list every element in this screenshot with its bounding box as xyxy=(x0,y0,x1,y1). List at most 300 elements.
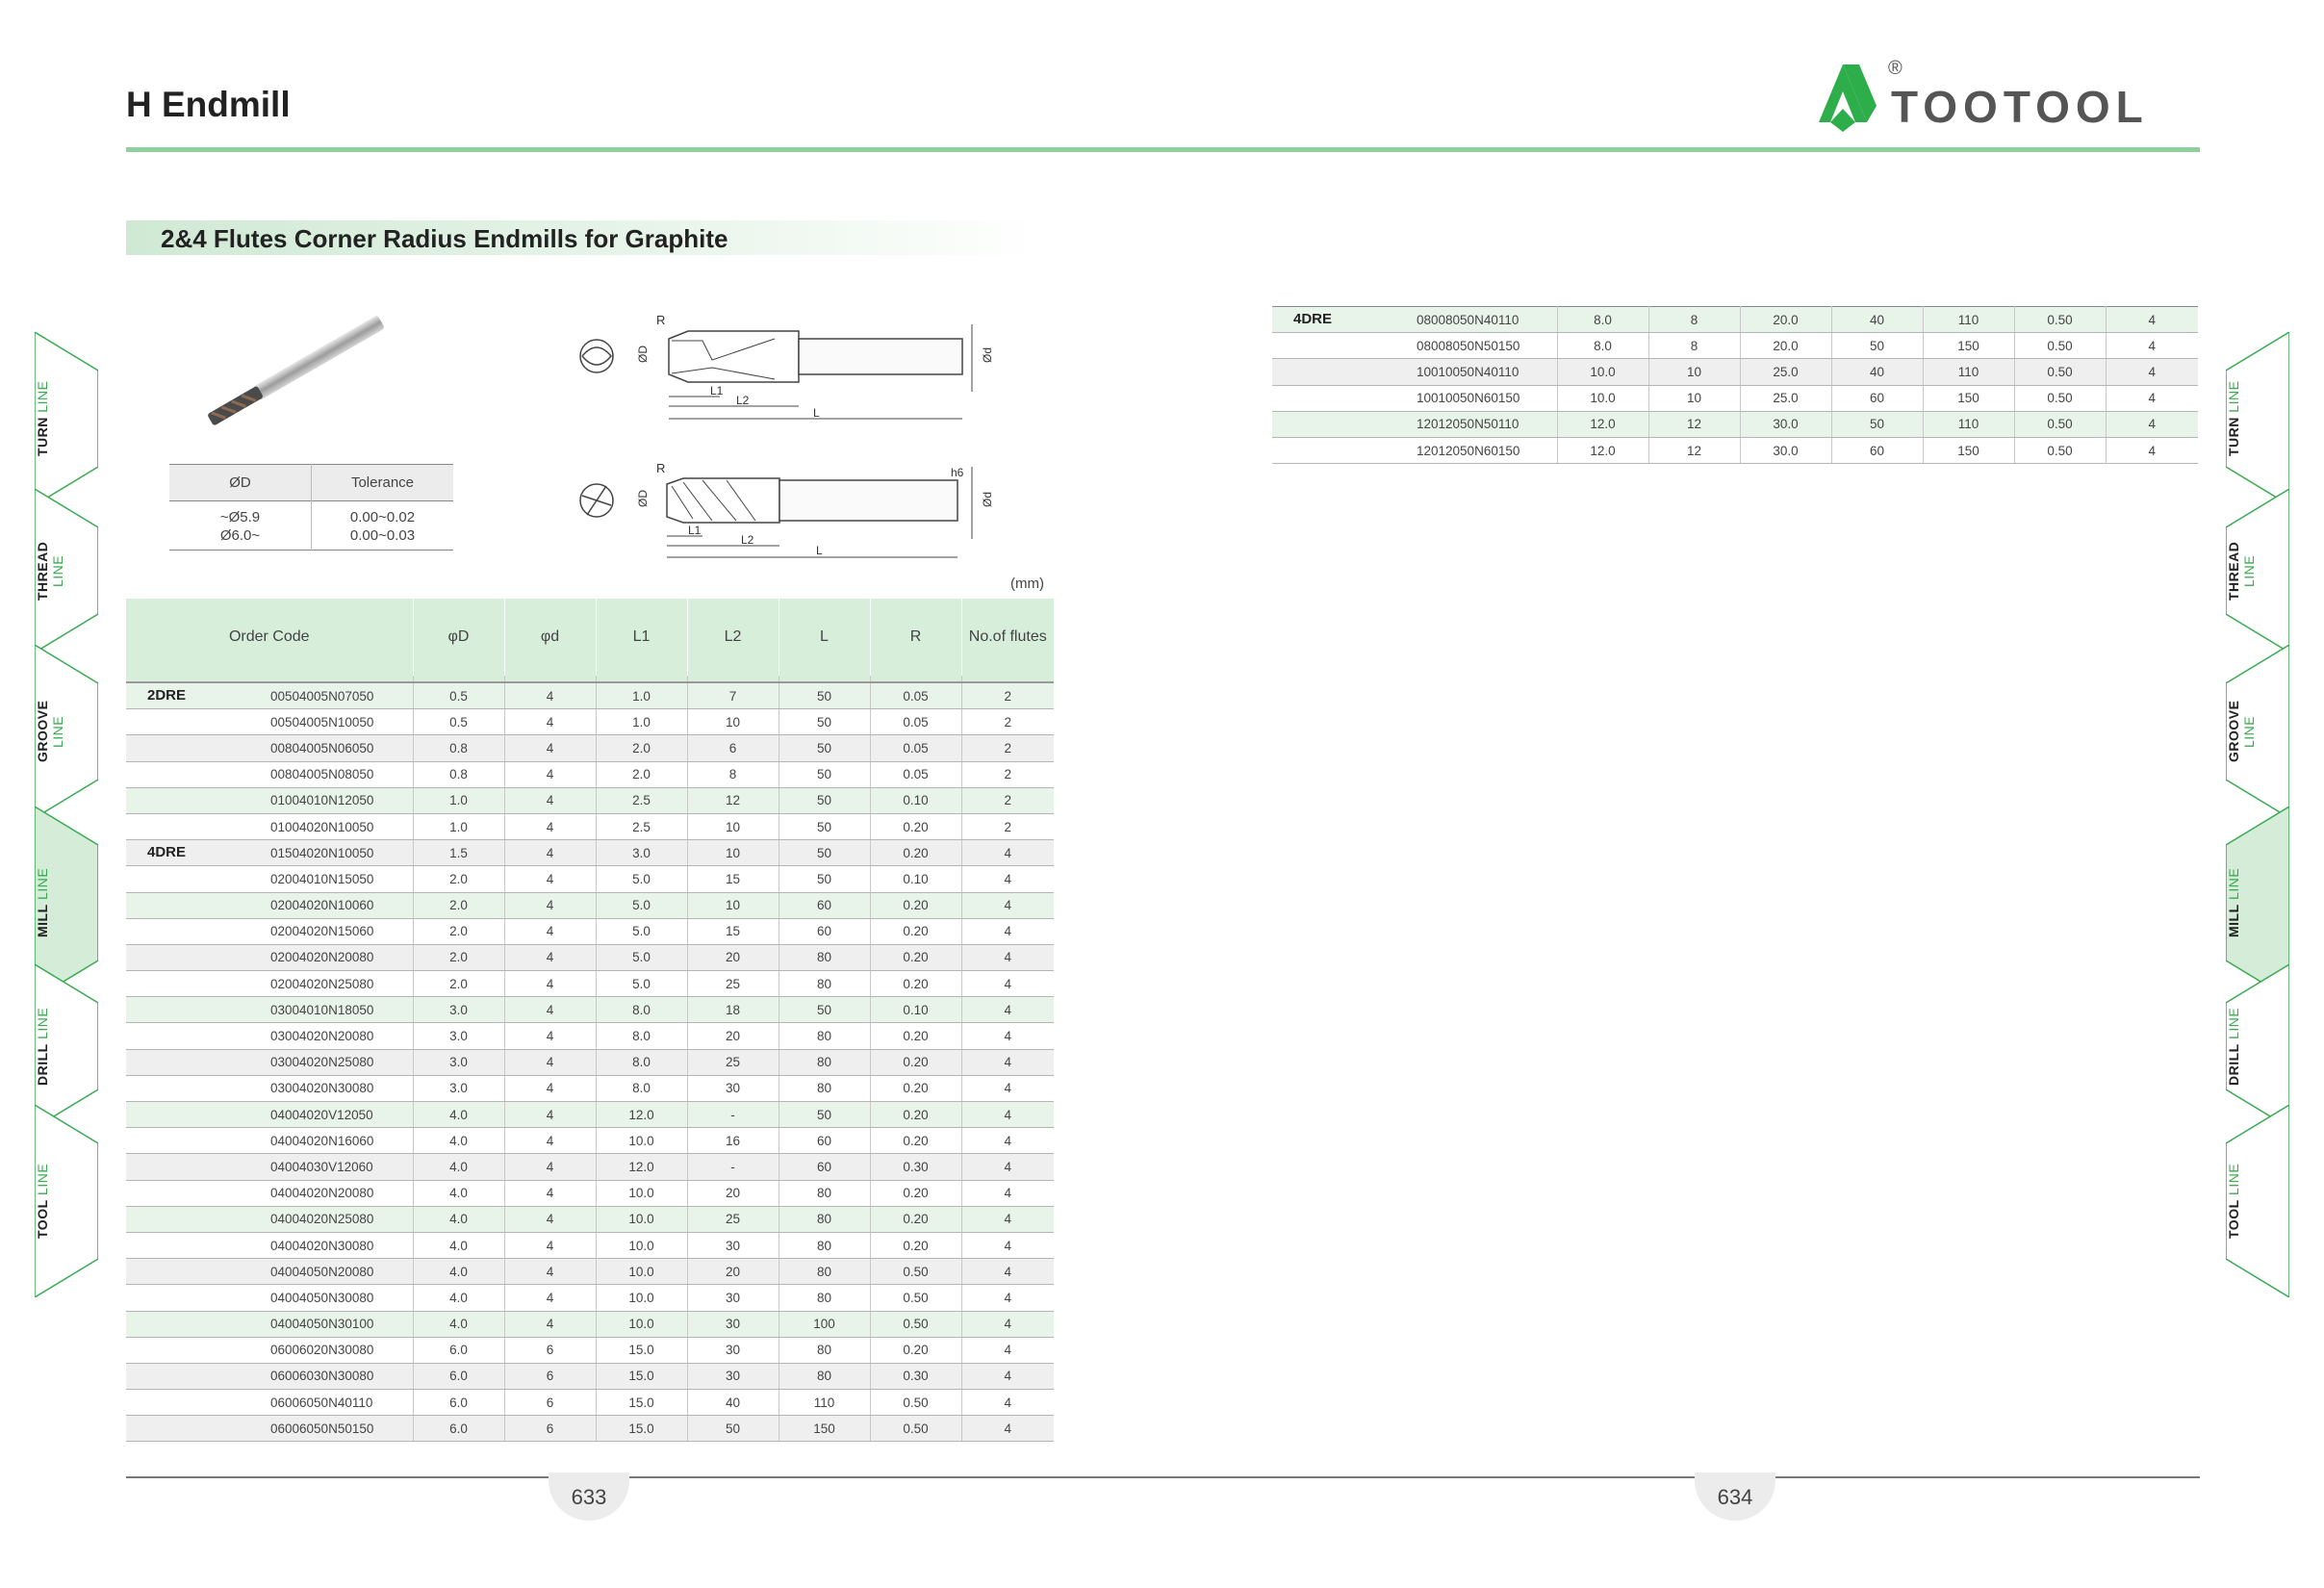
cell-R: 0.50 xyxy=(870,1416,961,1442)
cell-R: 0.50 xyxy=(2014,437,2106,463)
label-od: ØD xyxy=(636,346,650,363)
cell-n: 4 xyxy=(961,944,1054,970)
cell-n: 4 xyxy=(961,840,1054,866)
cell-L1: 3.0 xyxy=(596,840,687,866)
cell-L1: 10.0 xyxy=(596,1180,687,1206)
cell-R: 0.20 xyxy=(870,1337,961,1363)
cell-n: 4 xyxy=(961,997,1054,1023)
table-row xyxy=(126,1285,1054,1311)
cell-L: 150 xyxy=(1923,333,2014,359)
table-row xyxy=(126,840,1054,866)
side-tab-label: TURN LINE xyxy=(2226,380,2241,457)
cell-n: 4 xyxy=(2106,411,2198,437)
tol-header-od: ØD xyxy=(169,465,312,501)
page-title: H Endmill xyxy=(126,85,291,124)
cell-L2: 25 xyxy=(687,1049,779,1075)
cell-d: 12 xyxy=(1648,411,1740,437)
tol-cell: Ø6.0~ xyxy=(169,526,312,551)
col-r: R xyxy=(870,599,961,676)
cell-L2: 30 xyxy=(687,1075,779,1101)
cell-D: 0.5 xyxy=(413,682,504,709)
cell-D: 4.0 xyxy=(413,1128,504,1154)
cell-D: 4.0 xyxy=(413,1311,504,1337)
cell-L: 80 xyxy=(779,944,870,970)
order-code-cell: 03004010N18050 xyxy=(126,997,413,1023)
cell-D: 4.0 xyxy=(413,1180,504,1206)
section-title: 2&4 Flutes Corner Radius Endmills for Graphite xyxy=(161,224,728,253)
cell-L: 50 xyxy=(779,761,870,787)
cell-D: 12.0 xyxy=(1557,411,1648,437)
cell-D: 3.0 xyxy=(413,1023,504,1049)
table-row xyxy=(126,1154,1054,1180)
cell-D: 3.0 xyxy=(413,997,504,1023)
label-odsmall2: Ød xyxy=(981,491,994,507)
side-tab-label: DRILL LINE xyxy=(35,1007,50,1086)
order-code-cell: 2DRE 00504005N07050 xyxy=(126,682,413,709)
col-l: L xyxy=(779,599,870,676)
cell-n: 4 xyxy=(961,1023,1054,1049)
cell-n: 4 xyxy=(2106,437,2198,463)
side-tab-thread[interactable] xyxy=(2226,489,2289,653)
cell-L2: 20 xyxy=(687,1259,779,1285)
table-row xyxy=(126,1023,1054,1049)
cell-R: 0.50 xyxy=(870,1285,961,1311)
cell-n: 4 xyxy=(961,971,1054,997)
cell-d: 4 xyxy=(504,1259,596,1285)
spec-table-right xyxy=(1272,306,2198,464)
family-label: 4DRE xyxy=(147,844,187,861)
label-l1: L1 xyxy=(710,384,724,397)
cell-L1: 20.0 xyxy=(1740,307,1831,333)
cell-L1: 15.0 xyxy=(596,1416,687,1442)
cell-d: 4 xyxy=(504,1128,596,1154)
cell-D: 0.8 xyxy=(413,761,504,787)
cell-R: 0.20 xyxy=(870,892,961,918)
col-l2: L2 xyxy=(687,599,779,676)
cell-d: 4 xyxy=(504,813,596,839)
order-code-cell: 08008050N50150 xyxy=(1272,333,1557,359)
cell-D: 1.5 xyxy=(413,840,504,866)
side-tab-tool[interactable] xyxy=(35,1105,98,1297)
cell-R: 0.50 xyxy=(2014,307,2106,333)
cell-L1: 10.0 xyxy=(596,1232,687,1258)
cell-R: 0.20 xyxy=(870,1102,961,1128)
cell-D: 4.0 xyxy=(413,1232,504,1258)
cell-L2: 20 xyxy=(687,1023,779,1049)
table-row xyxy=(126,1311,1054,1337)
family-label: 2DRE xyxy=(147,687,187,704)
cell-L: 80 xyxy=(779,1259,870,1285)
cell-L: 80 xyxy=(779,1337,870,1363)
drawing-2-flute xyxy=(568,310,1010,425)
cell-d: 4 xyxy=(504,997,596,1023)
table-row xyxy=(126,1206,1054,1232)
side-tab-tool[interactable] xyxy=(2226,1105,2289,1297)
tolerance-table xyxy=(169,464,453,551)
table-row xyxy=(126,971,1054,997)
order-code-cell: 03004020N20080 xyxy=(126,1023,413,1049)
cell-R: 0.50 xyxy=(870,1259,961,1285)
cell-n: 4 xyxy=(961,1285,1054,1311)
cell-d: 4 xyxy=(504,761,596,787)
cell-n: 4 xyxy=(961,1075,1054,1101)
order-code-cell: 06006020N30080 xyxy=(126,1337,413,1363)
order-code-cell: 04004050N20080 xyxy=(126,1259,413,1285)
order-code-cell: 04004020N20080 xyxy=(126,1180,413,1206)
cell-L1: 2.5 xyxy=(596,813,687,839)
cell-n: 4 xyxy=(2106,359,2198,385)
order-code-cell: 04004020N16060 xyxy=(126,1128,413,1154)
cell-L1: 8.0 xyxy=(596,997,687,1023)
order-code-cell: 02004010N15050 xyxy=(126,866,413,892)
cell-L: 80 xyxy=(779,1206,870,1232)
label-l2-2: L2 xyxy=(741,533,754,547)
cell-L2: 12 xyxy=(687,787,779,813)
cell-L: 50 xyxy=(779,813,870,839)
cell-L: 80 xyxy=(779,1075,870,1101)
cell-n: 4 xyxy=(961,1102,1054,1128)
cell-D: 4.0 xyxy=(413,1206,504,1232)
cell-R: 0.20 xyxy=(870,1206,961,1232)
endmill-photo xyxy=(192,308,404,433)
side-tab-label: THREAD LINE xyxy=(2226,541,2257,601)
cell-d: 12 xyxy=(1648,437,1740,463)
table-row xyxy=(126,709,1054,735)
order-code-cell: 00804005N06050 xyxy=(126,735,413,761)
table-row xyxy=(126,787,1054,813)
cell-n: 4 xyxy=(2106,307,2198,333)
cell-L: 50 xyxy=(779,735,870,761)
cell-n: 4 xyxy=(961,892,1054,918)
order-code-cell: 01004010N12050 xyxy=(126,787,413,813)
cell-R: 0.10 xyxy=(870,866,961,892)
cell-n: 4 xyxy=(961,1390,1054,1416)
cell-L: 50 xyxy=(779,709,870,735)
cell-d: 4 xyxy=(504,866,596,892)
cell-D: 2.0 xyxy=(413,918,504,944)
side-tab-groove[interactable] xyxy=(35,645,98,818)
cell-D: 4.0 xyxy=(413,1154,504,1180)
cell-n: 4 xyxy=(961,1206,1054,1232)
tol-cell: 0.00~0.02 xyxy=(349,509,416,525)
cell-D: 4.0 xyxy=(413,1259,504,1285)
cell-d: 4 xyxy=(504,971,596,997)
cell-D: 2.0 xyxy=(413,866,504,892)
cell-R: 0.20 xyxy=(870,971,961,997)
tol-cell: ~Ø5.9 xyxy=(169,501,312,527)
cell-L2: 30 xyxy=(687,1337,779,1363)
cell-R: 0.20 xyxy=(870,813,961,839)
cell-d: 4 xyxy=(504,892,596,918)
label-h6: h6 xyxy=(951,466,964,479)
table-row xyxy=(126,813,1054,839)
cell-d: 4 xyxy=(504,735,596,761)
side-tab-thread[interactable] xyxy=(35,489,98,653)
col-l1: L1 xyxy=(596,599,687,676)
table-row xyxy=(126,918,1054,944)
cell-L2: 25 xyxy=(687,1206,779,1232)
cell-D: 1.0 xyxy=(413,813,504,839)
unit-label: (mm) xyxy=(1010,576,1044,592)
label-r: R xyxy=(656,313,666,327)
side-tab-label: TURN LINE xyxy=(35,380,50,457)
cell-n: 2 xyxy=(961,709,1054,735)
cell-d: 4 xyxy=(504,840,596,866)
order-code-cell: 04004050N30100 xyxy=(126,1311,413,1337)
cell-L2: 16 xyxy=(687,1128,779,1154)
cell-R: 0.50 xyxy=(2014,359,2106,385)
cell-L1: 15.0 xyxy=(596,1390,687,1416)
order-code-cell: 00504005N10050 xyxy=(126,709,413,735)
table-row xyxy=(126,761,1054,787)
cell-R: 0.20 xyxy=(870,1023,961,1049)
order-code-cell: 4DRE 01504020N10050 xyxy=(126,840,413,866)
cell-n: 4 xyxy=(961,1128,1054,1154)
cell-R: 0.20 xyxy=(870,944,961,970)
cell-D: 12.0 xyxy=(1557,437,1648,463)
cell-L2: 18 xyxy=(687,997,779,1023)
cell-L: 80 xyxy=(779,1285,870,1311)
table-row xyxy=(126,997,1054,1023)
side-tab-turn[interactable] xyxy=(2226,332,2289,505)
cell-L: 80 xyxy=(779,1363,870,1389)
cell-D: 3.0 xyxy=(413,1075,504,1101)
cell-L1: 20.0 xyxy=(1740,333,1831,359)
cell-L2: 8 xyxy=(687,761,779,787)
page-number-left: 633 xyxy=(549,1473,629,1521)
cell-L1: 15.0 xyxy=(596,1363,687,1389)
page-number-right: 634 xyxy=(1695,1473,1775,1521)
table-row xyxy=(126,866,1054,892)
cell-n: 2 xyxy=(961,761,1054,787)
cell-L1: 2.0 xyxy=(596,735,687,761)
cell-R: 0.20 xyxy=(870,840,961,866)
order-code-cell: 03004020N30080 xyxy=(126,1075,413,1101)
cell-d: 6 xyxy=(504,1337,596,1363)
cell-L2: 30 xyxy=(687,1363,779,1389)
spec-table-left xyxy=(126,599,1054,1442)
cell-n: 4 xyxy=(961,1259,1054,1285)
table-row xyxy=(126,1363,1054,1389)
cell-L2: 50 xyxy=(1831,333,1923,359)
side-tab-label: GROOVE LINE xyxy=(2226,700,2257,763)
cell-n: 4 xyxy=(2106,333,2198,359)
side-tab-turn[interactable] xyxy=(35,332,98,505)
cell-L: 80 xyxy=(779,1023,870,1049)
cell-L1: 25.0 xyxy=(1740,385,1831,411)
cell-L1: 8.0 xyxy=(596,1023,687,1049)
order-code-cell: 04004020V12050 xyxy=(126,1102,413,1128)
section-banner xyxy=(126,220,1040,255)
cell-D: 6.0 xyxy=(413,1390,504,1416)
cell-d: 10 xyxy=(1648,359,1740,385)
cell-d: 4 xyxy=(504,787,596,813)
cell-d: 4 xyxy=(504,1232,596,1258)
cell-R: 0.05 xyxy=(870,709,961,735)
cell-D: 1.0 xyxy=(413,787,504,813)
order-code-cell: 12012050N60150 xyxy=(1272,437,1557,463)
cell-n: 4 xyxy=(961,866,1054,892)
cell-n: 4 xyxy=(961,1363,1054,1389)
cell-L: 80 xyxy=(779,971,870,997)
cell-L1: 5.0 xyxy=(596,866,687,892)
table-header-row xyxy=(126,599,1054,676)
side-tab-drill[interactable] xyxy=(35,964,98,1128)
order-code-cell: 00804005N08050 xyxy=(126,761,413,787)
cell-n: 4 xyxy=(961,1180,1054,1206)
table-row xyxy=(1272,385,2198,411)
drawing-4-flute xyxy=(568,457,1010,563)
cell-L: 50 xyxy=(779,866,870,892)
label-odsmall: Ød xyxy=(981,346,994,363)
table-row xyxy=(126,1390,1054,1416)
side-tab-label: DRILL LINE xyxy=(2226,1007,2241,1086)
cell-L1: 5.0 xyxy=(596,971,687,997)
cell-n: 4 xyxy=(961,1416,1054,1442)
label-l1-2: L1 xyxy=(688,524,702,537)
cell-L1: 1.0 xyxy=(596,709,687,735)
order-code-cell: 06006050N40110 xyxy=(126,1390,413,1416)
cell-d: 4 xyxy=(504,918,596,944)
cell-L2: 20 xyxy=(687,1180,779,1206)
cell-d: 6 xyxy=(504,1390,596,1416)
table-row xyxy=(126,1180,1054,1206)
cell-d: 4 xyxy=(504,1180,596,1206)
cell-L2: 30 xyxy=(687,1311,779,1337)
cell-L: 60 xyxy=(779,1154,870,1180)
order-code-cell: 02004020N15060 xyxy=(126,918,413,944)
order-code-cell: 02004020N25080 xyxy=(126,971,413,997)
cell-L2: 10 xyxy=(687,813,779,839)
tol-cell: 0.00~0.03 xyxy=(349,527,416,544)
cell-L2: 50 xyxy=(1831,411,1923,437)
cell-L2: - xyxy=(687,1102,779,1128)
order-code-cell: 12012050N50110 xyxy=(1272,411,1557,437)
order-code-cell: 03004020N25080 xyxy=(126,1049,413,1075)
side-tab-drill[interactable] xyxy=(2226,964,2289,1128)
label-od2: ØD xyxy=(636,490,650,507)
cell-L2: 10 xyxy=(687,892,779,918)
cell-L1: 30.0 xyxy=(1740,437,1831,463)
cell-L1: 12.0 xyxy=(596,1154,687,1180)
cell-L2: 60 xyxy=(1831,385,1923,411)
order-code-cell: 04004020N25080 xyxy=(126,1206,413,1232)
cell-L: 50 xyxy=(779,682,870,709)
cell-L1: 8.0 xyxy=(596,1075,687,1101)
cell-D: 2.0 xyxy=(413,971,504,997)
cell-R: 0.20 xyxy=(870,1128,961,1154)
cell-L2: 20 xyxy=(687,944,779,970)
cell-L2: 25 xyxy=(687,971,779,997)
cell-L1: 1.0 xyxy=(596,682,687,709)
cell-D: 2.0 xyxy=(413,892,504,918)
cell-L: 150 xyxy=(1923,437,2014,463)
order-code-cell: 01004020N10050 xyxy=(126,813,413,839)
family-label: 4DRE xyxy=(1293,311,1333,327)
cell-d: 4 xyxy=(504,944,596,970)
side-tab-groove[interactable] xyxy=(2226,645,2289,818)
order-code-cell: 10010050N40110 xyxy=(1272,359,1557,385)
cell-L: 80 xyxy=(779,1049,870,1075)
cell-L: 150 xyxy=(779,1416,870,1442)
cell-L: 110 xyxy=(779,1390,870,1416)
cell-d: 6 xyxy=(504,1416,596,1442)
order-code-cell: 04004050N30080 xyxy=(126,1285,413,1311)
cell-D: 6.0 xyxy=(413,1363,504,1389)
label-l2: L2 xyxy=(736,394,750,407)
cell-L1: 2.0 xyxy=(596,761,687,787)
cell-n: 4 xyxy=(961,1232,1054,1258)
cell-R: 0.20 xyxy=(870,1075,961,1101)
cell-n: 2 xyxy=(961,813,1054,839)
cell-L1: 15.0 xyxy=(596,1337,687,1363)
cell-R: 0.50 xyxy=(870,1390,961,1416)
side-tab-label: TOOL LINE xyxy=(2226,1163,2241,1240)
cell-L2: 50 xyxy=(687,1416,779,1442)
cell-R: 0.10 xyxy=(870,997,961,1023)
cell-D: 4.0 xyxy=(413,1285,504,1311)
cell-L1: 10.0 xyxy=(596,1285,687,1311)
cell-L2: 60 xyxy=(1831,437,1923,463)
cell-d: 4 xyxy=(504,1049,596,1075)
cell-n: 4 xyxy=(961,1337,1054,1363)
cell-n: 4 xyxy=(961,1049,1054,1075)
cell-R: 0.05 xyxy=(870,735,961,761)
table-row xyxy=(126,1337,1054,1363)
cell-L2: 40 xyxy=(1831,307,1923,333)
cell-R: 0.50 xyxy=(2014,333,2106,359)
cell-L2: 7 xyxy=(687,682,779,709)
cell-R: 0.20 xyxy=(870,1180,961,1206)
cell-L: 150 xyxy=(1923,385,2014,411)
cell-d: 4 xyxy=(504,682,596,709)
cell-R: 0.20 xyxy=(870,1049,961,1075)
cell-R: 0.50 xyxy=(870,1311,961,1337)
table-row xyxy=(1272,307,2198,333)
col-phi-d-large: φD xyxy=(413,599,504,676)
cell-L2: 30 xyxy=(687,1232,779,1258)
side-tab-label: MILL LINE xyxy=(2226,867,2241,938)
cell-D: 6.0 xyxy=(413,1416,504,1442)
cell-n: 4 xyxy=(961,1311,1054,1337)
cell-d: 4 xyxy=(504,1206,596,1232)
cell-L1: 10.0 xyxy=(596,1259,687,1285)
label-l: L xyxy=(813,406,820,420)
table-row xyxy=(126,1049,1054,1075)
order-code-cell: 02004020N10060 xyxy=(126,892,413,918)
cell-d: 4 xyxy=(504,1102,596,1128)
cell-L: 50 xyxy=(779,840,870,866)
tol-header-tolerance: Tolerance xyxy=(350,474,415,491)
side-tab-label: GROOVE LINE xyxy=(35,700,65,763)
cell-L1: 30.0 xyxy=(1740,411,1831,437)
col-phi-d-small: φd xyxy=(504,599,596,676)
table-row xyxy=(126,1128,1054,1154)
table-row xyxy=(126,735,1054,761)
cell-R: 0.20 xyxy=(870,918,961,944)
cell-L2: 10 xyxy=(687,709,779,735)
cell-d: 4 xyxy=(504,1311,596,1337)
cell-D: 2.0 xyxy=(413,944,504,970)
cell-d: 8 xyxy=(1648,307,1740,333)
table-row xyxy=(126,1416,1054,1442)
cell-D: 0.5 xyxy=(413,709,504,735)
side-tab-label: THREAD LINE xyxy=(35,541,65,601)
cell-D: 6.0 xyxy=(413,1337,504,1363)
cell-D: 8.0 xyxy=(1557,307,1648,333)
cell-n: 4 xyxy=(961,918,1054,944)
cell-L: 100 xyxy=(779,1311,870,1337)
